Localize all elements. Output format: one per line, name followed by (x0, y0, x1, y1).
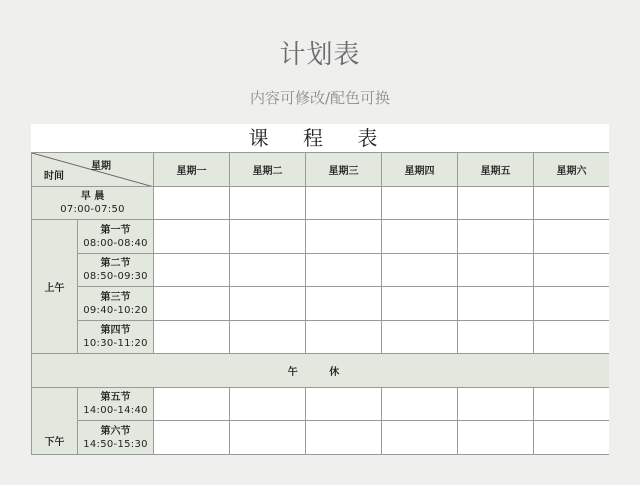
corner-time-label: 时间 (44, 171, 64, 182)
schedule-cell[interactable] (458, 254, 534, 287)
schedule-cell[interactable] (154, 287, 230, 321)
schedule-cell[interactable] (230, 254, 306, 287)
schedule-cell[interactable] (230, 287, 306, 321)
slot-name: 第六节 (100, 425, 131, 437)
schedule-cell[interactable] (154, 388, 230, 421)
corner-weekday-label: 星期 (91, 161, 111, 172)
schedule-cell[interactable] (230, 421, 306, 455)
schedule-cell[interactable] (382, 321, 458, 354)
slot-6 (78, 421, 154, 455)
schedule-cell[interactable] (458, 321, 534, 354)
schedule-sheet (31, 124, 609, 455)
slot-3 (78, 287, 154, 321)
schedule-cell[interactable] (382, 421, 458, 455)
slot-2 (78, 254, 154, 287)
schedule-cell[interactable] (154, 254, 230, 287)
slot-time: 07:00-07:50 (60, 204, 125, 215)
slot-name: 第三节 (100, 291, 131, 303)
slot-5 (78, 388, 154, 421)
slot-4 (78, 321, 154, 354)
slot-early (32, 187, 154, 220)
day-header: 星期五 (458, 153, 534, 187)
slot-1 (78, 220, 154, 254)
schedule-cell[interactable] (534, 388, 610, 421)
day-header: 星期三 (306, 153, 382, 187)
schedule-cell[interactable] (534, 287, 610, 321)
slot-time: 14:50-15:30 (83, 438, 148, 450)
lunch-break-row: 午 休 (32, 354, 610, 388)
page-subtitle: 内容可修改/配色可换 (249, 89, 391, 107)
slot-time: 09:40-10:20 (83, 304, 148, 316)
schedule-cell[interactable] (382, 287, 458, 321)
slot-time: 08:00-08:40 (83, 237, 148, 249)
schedule-cell[interactable] (306, 187, 382, 220)
schedule-cell[interactable] (382, 254, 458, 287)
schedule-cell[interactable] (154, 220, 230, 254)
schedule-cell[interactable] (458, 287, 534, 321)
schedule-cell[interactable] (382, 388, 458, 421)
schedule-cell[interactable] (230, 220, 306, 254)
schedule-cell[interactable] (306, 220, 382, 254)
slot-time: 10:30-11:20 (83, 338, 148, 349)
schedule-cell[interactable] (382, 220, 458, 254)
schedule-cell[interactable] (382, 187, 458, 220)
schedule-cell[interactable] (458, 421, 534, 455)
corner-header (32, 153, 154, 187)
slot-time: 14:00-14:40 (83, 405, 148, 416)
schedule-cell[interactable] (534, 187, 610, 220)
slot-name: 早 晨 (80, 191, 105, 202)
schedule-cell[interactable] (534, 321, 610, 354)
slot-time: 08:50-09:30 (83, 271, 148, 282)
schedule-cell[interactable] (306, 287, 382, 321)
schedule-table (31, 152, 609, 455)
schedule-cell[interactable] (154, 421, 230, 455)
schedule-cell[interactable] (230, 187, 306, 220)
schedule-cell[interactable] (458, 187, 534, 220)
schedule-cell[interactable] (534, 254, 610, 287)
schedule-cell[interactable] (534, 220, 610, 254)
schedule-cell[interactable] (306, 321, 382, 354)
period-morning: 上午 (32, 220, 78, 354)
schedule-cell[interactable] (306, 254, 382, 287)
day-header: 星期四 (382, 153, 458, 187)
schedule-cell[interactable] (306, 388, 382, 421)
schedule-cell[interactable] (230, 388, 306, 421)
slot-name: 第五节 (100, 392, 131, 403)
slot-name: 第一节 (100, 224, 131, 236)
day-header: 星期六 (534, 153, 610, 187)
slot-name: 第二节 (100, 258, 131, 269)
schedule-cell[interactable] (230, 321, 306, 354)
schedule-title: 课 程 表 (248, 126, 392, 150)
period-afternoon: 下午 (32, 388, 78, 455)
schedule-cell[interactable] (534, 421, 610, 455)
schedule-cell[interactable] (154, 187, 230, 220)
schedule-cell[interactable] (154, 321, 230, 354)
day-header: 星期一 (154, 153, 230, 187)
slot-name: 第四节 (100, 325, 131, 336)
schedule-cell[interactable] (458, 388, 534, 421)
day-header: 星期二 (230, 153, 306, 187)
schedule-cell[interactable] (458, 220, 534, 254)
schedule-cell[interactable] (306, 421, 382, 455)
page-title: 计划表 (279, 40, 361, 70)
